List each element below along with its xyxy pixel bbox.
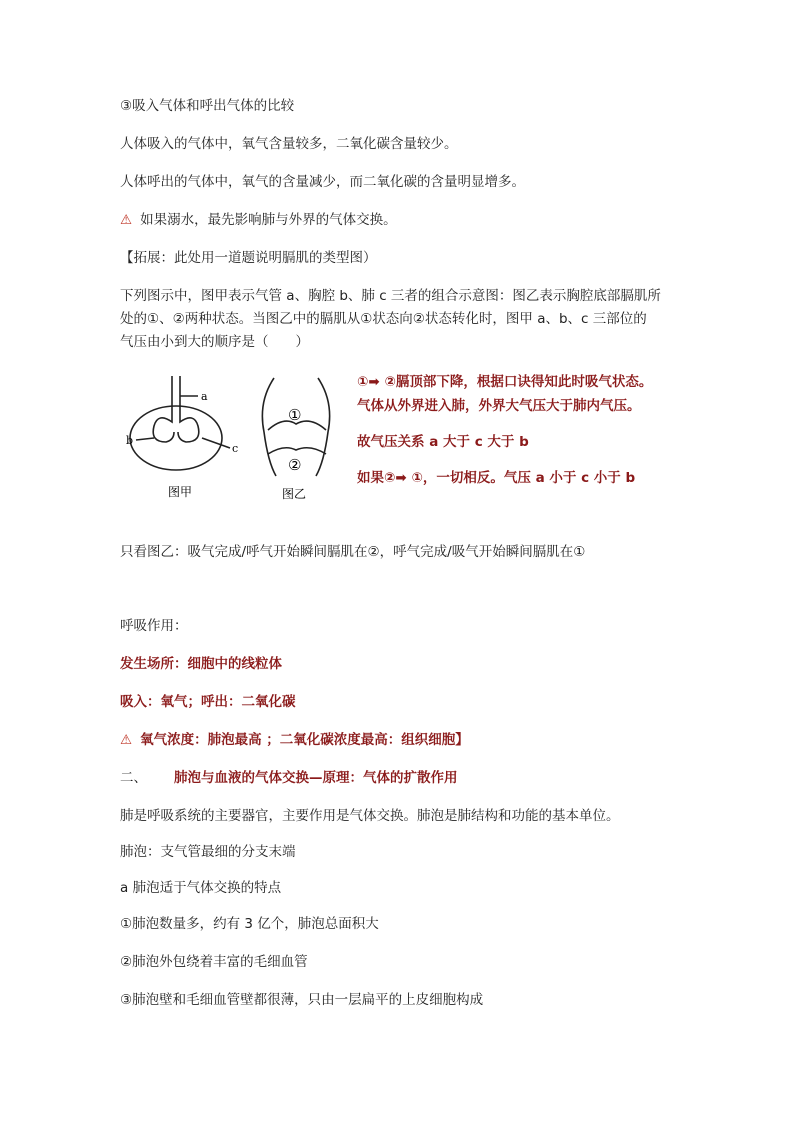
note-inhale-state: ①➡ ②膈顶部下降，根据口诀得知此时吸气状态。 bbox=[357, 374, 653, 390]
respiration-heading: 呼吸作用： bbox=[120, 618, 188, 634]
caption-yi: 图乙 bbox=[282, 487, 307, 501]
note-order: 故气压关系 a 大于 c 大于 b bbox=[357, 434, 529, 450]
extension-heading: 【拓展：此处用一道题说明膈肌的类型图） bbox=[120, 250, 377, 266]
question-line-1: 下列图示中，图甲表示气管 a、胸腔 b、肺 c 三者的组合示意图：图乙表示胸腔底部膈肌所 bbox=[120, 288, 661, 304]
pointer-c bbox=[202, 438, 230, 448]
section-number: 二、 bbox=[120, 770, 147, 786]
lung-function-text: 肺是呼吸系统的主要器官，主要作用是气体交换。肺泡是肺结构和功能的基本单位。 bbox=[120, 808, 620, 824]
question-line-3: 气压由小到大的顺序是（ ） bbox=[120, 334, 309, 350]
caption-jia: 图甲 bbox=[168, 485, 193, 499]
label-b: b bbox=[126, 434, 134, 447]
pointer-b bbox=[136, 438, 154, 440]
note-pressure: 气体从外界进入肺，外界大气压大于肺内气压。 bbox=[357, 398, 641, 414]
note-reverse: 如果②➡ ①，一切相反。气压 a 小于 c 小于 b bbox=[357, 470, 636, 486]
comparison-heading: ③吸入气体和呼出气体的比较 bbox=[120, 98, 295, 114]
state-2-label: ② bbox=[288, 456, 302, 474]
figure-jia bbox=[130, 376, 230, 470]
chest-cavity-outline bbox=[130, 406, 222, 470]
exhaled-gas-text: 人体呼出的气体中，氧气的含量减少，而二氧化碳的含量明显增多。 bbox=[120, 174, 525, 190]
respiration-location: 发生场所：细胞中的线粒体 bbox=[120, 656, 282, 672]
concentration-note bbox=[120, 730, 469, 750]
warning-icon: ⚠ bbox=[120, 212, 133, 228]
feature-1: ①肺泡数量多，约有 3 亿个，肺泡总面积大 bbox=[120, 916, 379, 932]
respiration-gases: 吸入：氧气；呼出：二氧化碳 bbox=[120, 694, 296, 710]
alveolus-features-heading: a 肺泡适于气体交换的特点 bbox=[120, 880, 282, 896]
drowning-text: 如果溺水，最先影响肺与外界的气体交换。 bbox=[140, 212, 397, 228]
feature-2: ②肺泡外包绕着丰富的毛细血管 bbox=[120, 954, 308, 970]
diaphragm-diagram bbox=[118, 372, 350, 512]
label-a: a bbox=[201, 390, 208, 403]
warning-icon: ⚠ bbox=[120, 732, 133, 748]
trachea-and-lungs bbox=[153, 376, 199, 442]
alveolus-definition: 肺泡：支气管最细的分支末端 bbox=[120, 844, 296, 860]
drowning-note bbox=[120, 210, 397, 230]
diaphragm-state-2-curve bbox=[268, 448, 326, 454]
state-1-label: ① bbox=[288, 406, 302, 424]
concentration-text: 氧气浓度：肺泡最高 ；二氧化碳浓度最高：组织细胞】 bbox=[140, 732, 469, 748]
section-two-title: 肺泡与血液的气体交换—原理：气体的扩散作用 bbox=[174, 770, 458, 786]
label-c: c bbox=[232, 442, 239, 455]
question-line-2: 处的①、②两种状态。当图乙中的膈肌从①状态向②状态转化时，图甲 a、b、c 三部位的 bbox=[120, 311, 647, 327]
feature-3: ③肺泡壁和毛细血管壁都很薄，只由一层扁平的上皮细胞构成 bbox=[120, 992, 484, 1008]
diaphragm-figure bbox=[118, 372, 350, 512]
inhaled-gas-text: 人体吸入的气体中，氧气含量较多，二氧化碳含量较少。 bbox=[120, 136, 458, 152]
figure-yi-summary: 只看图乙：吸气完成/呼气开始瞬间膈肌在②，呼气完成/吸气开始瞬间膈肌在① bbox=[120, 544, 586, 560]
section-two-heading bbox=[120, 768, 458, 788]
